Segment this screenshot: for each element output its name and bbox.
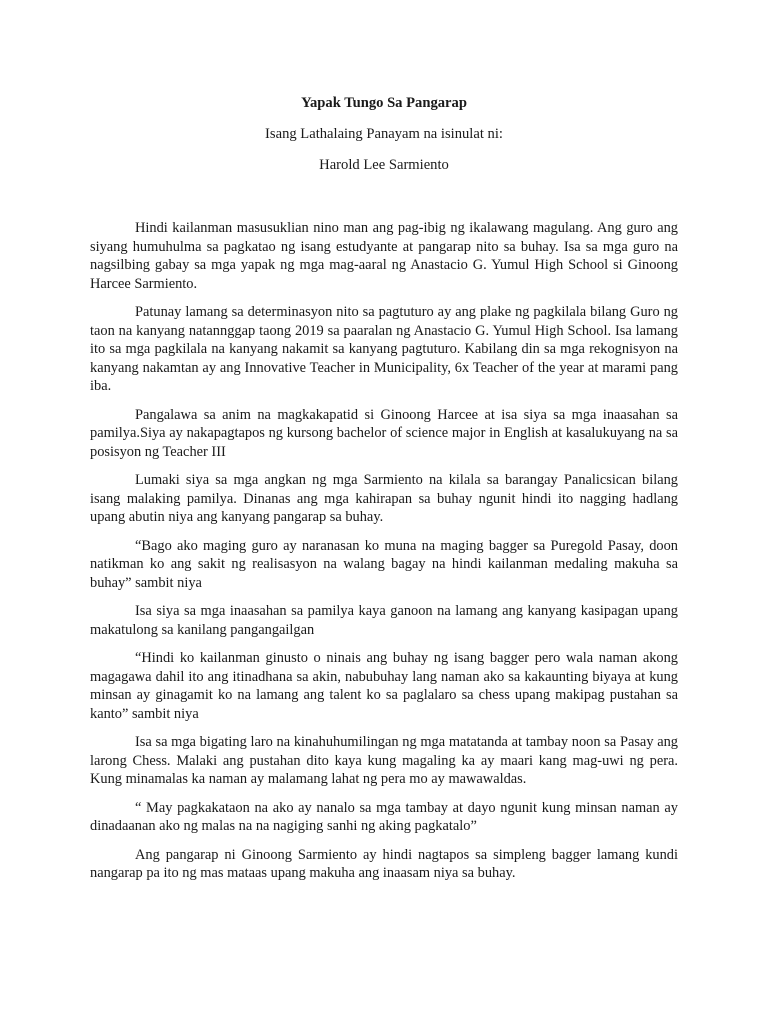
paragraph-4: Lumaki siya sa mga angkan ng mga Sarmiento na kilala sa barangay Panalicsican bilang isang malaking pamilya. Dinanas ang mga kahirapan sa buhay ngunit hindi ito nagging hadlang upang abutin niya ang kanyang pangarap sa buhay. xyxy=(90,472,678,525)
paragraph-1: Hindi kailanman masusuklian nino man ang pag-ibig ng ikalawang magulang. Ang guro ang siyang humuhulma sa pagkatao ng isang estudyante at pangarap nito sa buhay. Isa sa mga guro na nagsilbing gabay sa mga yapak ng mga mag-aaral ng Anastacio G. Yumul High School si Ginoong Harcee Sarmiento. xyxy=(90,220,678,292)
document-subtitle: Isang Lathalaing Panayam na isinulat ni: xyxy=(265,126,503,142)
paragraph-10: Ang pangarap ni Ginoong Sarmiento ay hindi nagtapos sa simpleng bagger lamang kundi nangarap pa ito ng mas mataas upang makuha ang inaasam niya sa buhay. xyxy=(90,846,678,881)
document-author: Harold Lee Sarmiento xyxy=(319,157,449,173)
paragraph-2: Patunay lamang sa determinasyon nito sa pagtuturo ay ang plake ng pagkilala bilang Guro ng taon na kanyang natannggap taong 2019 sa paaralan ng Anastacio G. Yumul High School. Isa lamang ito sa mga pagkilala na kanyang nakamit sa kanyang pagtuturo. Kabilang din sa mga rekognisyon na kanyang nakamtan ay ang Innovative Teacher in Municipality, 6x Teacher of the year at marami pang iba. xyxy=(90,304,678,394)
document-title: Yapak Tungo Sa Pangarap xyxy=(301,95,467,111)
paragraph-7-quote: “Hindi ko kailanman ginusto o ninais ang buhay ng isang bagger pero wala naman akong magagawa dahil ito ang itinadhana sa akin, nabubuhay lang naman ako sa kakaunting biyaya at kung minsan ay ginagamit ko na lamang ang talent ko sa paglalaro sa chess upang makipag pustahan sa kanto” sambit niya xyxy=(90,650,678,722)
paragraph-6: Isa siya sa mga inaasahan sa pamilya kaya ganoon na lamang ang kanyang kasipagan upang makatulong sa kanilang pangangailgan xyxy=(90,603,678,638)
document-page xyxy=(90,0,678,893)
paragraph-3: Pangalawa sa anim na magkakapatid si Ginoong Harcee at isa siya sa mga inaasahan sa pamilya.Siya ay nakapagtapos ng kursong bachelor of science major in English at kasalukuyang na sa posisyon ng Teacher III xyxy=(90,406,678,460)
paragraph-9-quote: “ May pagkakataon na ako ay nanalo sa mga tambay at dayo ngunit kung minsan naman ay dinadaanan ako ng malas na na nagiging sanhi ng aking pagkatalo” xyxy=(90,799,678,834)
document-body xyxy=(90,219,678,883)
paragraph-8: Isa sa mga bigating laro na kinahuhumilingan ng mga matatanda at tambay noon sa Pasay ang larong Chess. Malaki ang pustahan dito kaya kung magaling ka ay maari kang mag-uwi ng pera. Kung minamalas ka naman ay malamang lahat ng pera mo ay mawawaldas. xyxy=(90,734,678,787)
paragraph-5-quote: “Bago ako maging guro ay naranasan ko muna na maging bagger sa Puregold Pasay, doon natikman ko ang sakit ng realisasyon na walang bagay na hindi kailanman medaling makuha sa buhay” sambit niya xyxy=(90,537,678,591)
